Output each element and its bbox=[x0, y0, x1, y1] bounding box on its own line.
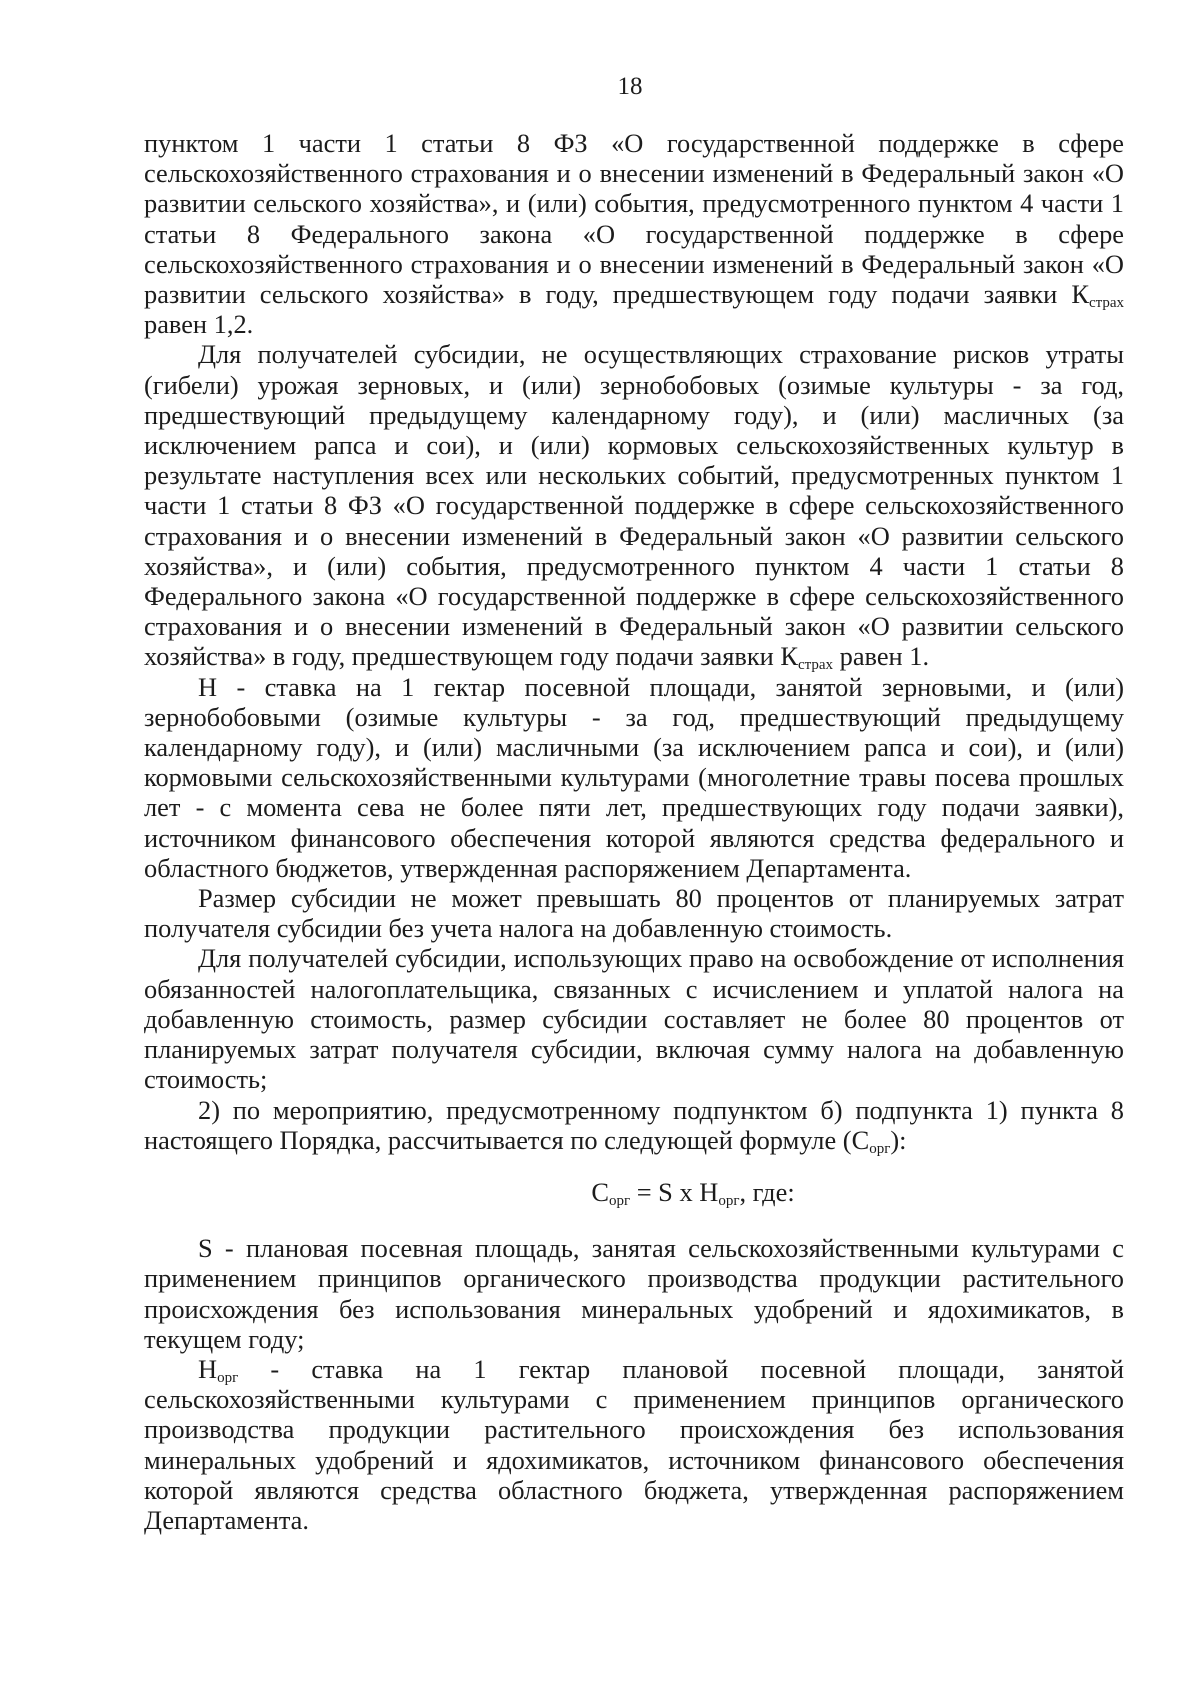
paragraph-subsidy-limit: Размер субсидии не может превышать 80 процентов от планируемых затрат получателя субсидии без учета налога на добавленную стоимость. bbox=[144, 883, 1124, 944]
subscript: страх bbox=[797, 657, 834, 674]
page-number: 18 bbox=[617, 73, 643, 100]
formula-middle: = S x Н bbox=[630, 1176, 719, 1207]
paragraph-text: пунктом 1 части 1 статьи 8 ФЗ «О государственной поддержке в сфере сельскохозяйственного страхования и о внесении изменений в Федеральный закон «О развитии сельского хозяйства», и (или) события, предусмотренного пунктом 4 части 1 статьи 8 Федерального закона «О государственной поддержке в сфере сельскохозяйственного страхования и о внесении изменений в Федеральный закон «О развитии сельского хозяйства» в году, предшествующем году подачи заявки К bbox=[144, 128, 1124, 310]
subscript: страх bbox=[1088, 295, 1124, 312]
formula-tail: , где: bbox=[739, 1176, 795, 1207]
paragraph-uninsured-recipients bbox=[144, 339, 1124, 674]
paragraph-continuation bbox=[144, 128, 1124, 339]
paragraph-text: 2) по мероприятию, предусмотренному подпунктом б) подпункта 1) пункта 8 настоящего Порядка, рассчитывается по следующей формуле (С bbox=[144, 1094, 1124, 1155]
subscript: орг bbox=[608, 1192, 631, 1209]
paragraph-tail: ): bbox=[890, 1124, 907, 1155]
paragraph-tail: равен 1,2. bbox=[144, 309, 254, 340]
paragraph-area-definition: S - плановая посевная площадь, занятая сельскохозяйственными культурами с применением принципов органического производства продукции растительного происхождения без использования минеральных удобрений и ядохимикатов, в текущем году; bbox=[144, 1233, 1124, 1354]
document-body bbox=[144, 128, 1124, 1535]
subscript: орг bbox=[718, 1192, 740, 1209]
paragraph-vat-exemption: Для получателей субсидии, использующих право на освобождение от исполнения обязанностей налогоплательщика, связанных с исчислением и уплатой налога на добавленную стоимость, размер субсидии составляет не более 80 процентов от планируемых затрат получателя субсидии, включая сумму налога на добавленную стоимость; bbox=[144, 943, 1124, 1095]
formula-lhs: С bbox=[591, 1176, 609, 1207]
paragraph-rate-definition: Н - ставка на 1 гектар посевной площади, занятой зерновыми, и (или) зернобобовыми (озимые культуры - за год, предшествующий предыдущему календарному году), и (или) масличными (за исключением рапса и сои), и (или) кормовыми сельскохозяйственными культурами (многолетние травы посева прошлых лет - с момента сева не более пяти лет, предшествующих году подачи заявки), источником финансового обеспечения которой являются средства федерального и областного бюджетов, утвержденная распоряжением Департамента. bbox=[144, 671, 1124, 883]
subscript: орг bbox=[869, 1140, 891, 1157]
paragraph-lead: Н bbox=[198, 1353, 218, 1384]
paragraph-organic-measure bbox=[144, 1095, 1124, 1155]
paragraph-organic-rate-definition bbox=[144, 1354, 1124, 1535]
paragraph-text: - ставка на 1 гектар плановой посевной площади, занятой сельскохозяйственными культурами с применением принципов органического производства продукции растительного происхождения без использования минеральных удобрений и ядохимикатов, источником финансового обеспечения которой являются средства областного бюджета, утвержденная распоряжением Департамента. bbox=[144, 1353, 1124, 1535]
subscript: орг bbox=[217, 1369, 239, 1386]
formula bbox=[144, 1177, 1124, 1207]
paragraph-tail: равен 1. bbox=[833, 641, 930, 672]
paragraph-text: Для получателей субсидии, не осуществляющих страхование рисков утраты (гибели) урожая зерновых, и (или) зернобобовых (озимые культуры - за год, предшествующий предыдущему календарному году), и (или) масличных (за исключением рапса и сои), и (или) кормовых сельскохозяйственных культур в результате наступления всех или нескольких событий, предусмотренных пунктом 1 части 1 статьи 8 ФЗ «О государственной поддержке в сфере сельскохозяйственного страхования и о внесении изменений в Федеральный закон «О развитии сельского хозяйства», и (или) события, предусмотренного пунктом 4 части 1 статьи 8 Федерального закона «О государственной поддержке в сфере сельскохозяйственного страхования и о внесении изменений в Федеральный закон «О развитии сельского хозяйства» в году, предшествующем году подачи заявки К bbox=[144, 339, 1124, 672]
